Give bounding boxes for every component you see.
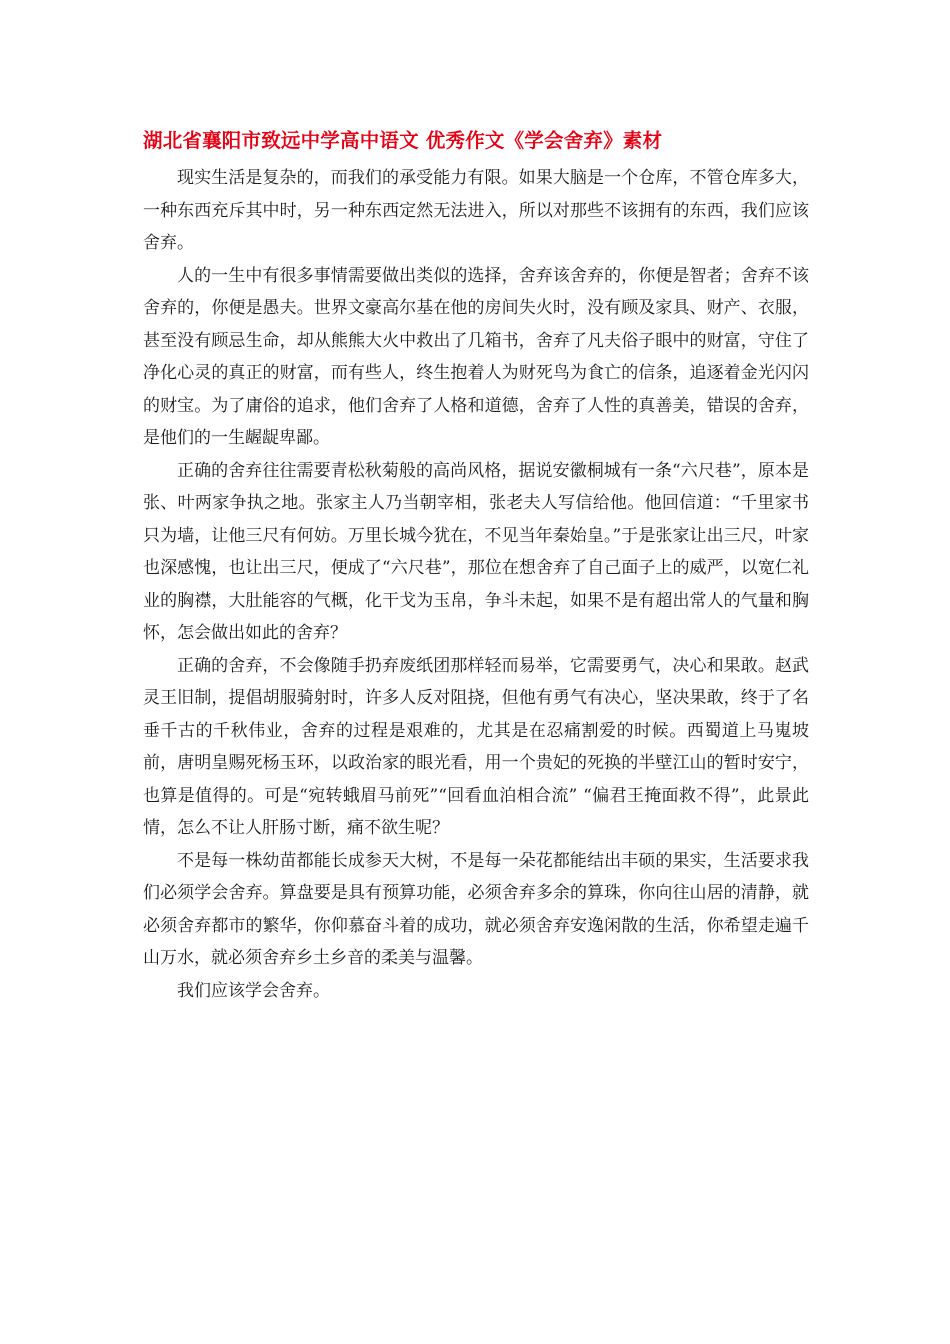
paragraph-5: 不是每一株幼苗都能长成参天大树，不是每一朵花都能结出丰硕的果实，生活要求我们必须学会舍弃。算盘要是具有预算功能，必须舍弃多余的算珠，你向往山居的清静，就必须舍弃都市的繁华，你仰慕奋斗着的成功，就必须舍弃安逸闲散的生活，你希望走遍千山万水，就必须舍弃乡土乡音的柔美与温馨。 xyxy=(143,850,809,968)
document-title: 湖北省襄阳市致远中学高中语文 优秀作文《学会舍弃》素材 xyxy=(143,129,663,152)
paragraph-6: 我们应该学会舍弃。 xyxy=(177,980,330,1001)
paragraph-1: 现实生活是复杂的，而我们的承受能力有限。如果大脑是一个仓库，不管仓库多大，一种东西充斥其中时，另一种东西定然无法进入，所以对那些不该拥有的东西，我们应该舍弃。 xyxy=(143,168,809,253)
paragraph-3: 正确的舍弃往往需要青松秋菊般的高尚风格，据说安徽桐城有一条“六尺巷”，原本是张、叶两家争执之地。张家主人乃当朝宰相，张老夫人写信给他。他回信道：“千里家书只为墙，让他三尺有何妨。万里长城今犹在，不见当年秦始皇。”于是张家让出三尺，叶家也深感愧，也让出三尺，便成了“六尺巷”，那位在想舍弃了自己面子上的威严，以宽仁礼业的胸襟，大肚能容的气概，化干戈为玉帛，争斗未起，如果不是有超出常人的气量和胸怀，怎会做出如此的舍弃？ xyxy=(143,460,809,643)
paragraph-2: 人的一生中有很多事情需要做出类似的选择，舍弃该舍弃的，你便是智者；舍弃不该舍弃的，你便是愚夫。世界文豪高尔基在他的房间失火时，没有顾及家具、财产、衣服，甚至没有顾忌生命，却从熊熊大火中救出了几箱书，舍弃了凡夫俗子眼中的财富，守住了净化心灵的真正的财富，而有些人，终生抱着人为财死鸟为食亡的信条，追逐着金光闪闪的财宝。为了庸俗的追求，他们舍弃了人格和道德，舍弃了人性的真善美，错误的舍弃，是他们的一生龌龊卑鄙。 xyxy=(143,265,809,448)
paragraph-4: 正确的舍弃，不会像随手扔弃废纸团那样轻而易举，它需要勇气，决心和果敢。赵武灵王旧制，提倡胡服骑射时，许多人反对阻挠，但他有勇气有决心，坚决果敢，终于了名垂千古的千秋伟业，舍弃的过程是艰难的，尤其是在忍痛割爱的时候。西蜀道上马嵬坡前，唐明皇赐死杨玉环，以政治家的眼光看，用一个贵妃的死换的半壁江山的暂时安宁，也算是值得的。可是“宛转蛾眉马前死”“回看血泊相合流” “偏君王掩面救不得”，此景此情，怎么不让人肝肠寸断，痛不欲生呢？ xyxy=(143,655,809,838)
document-body xyxy=(143,162,809,1007)
